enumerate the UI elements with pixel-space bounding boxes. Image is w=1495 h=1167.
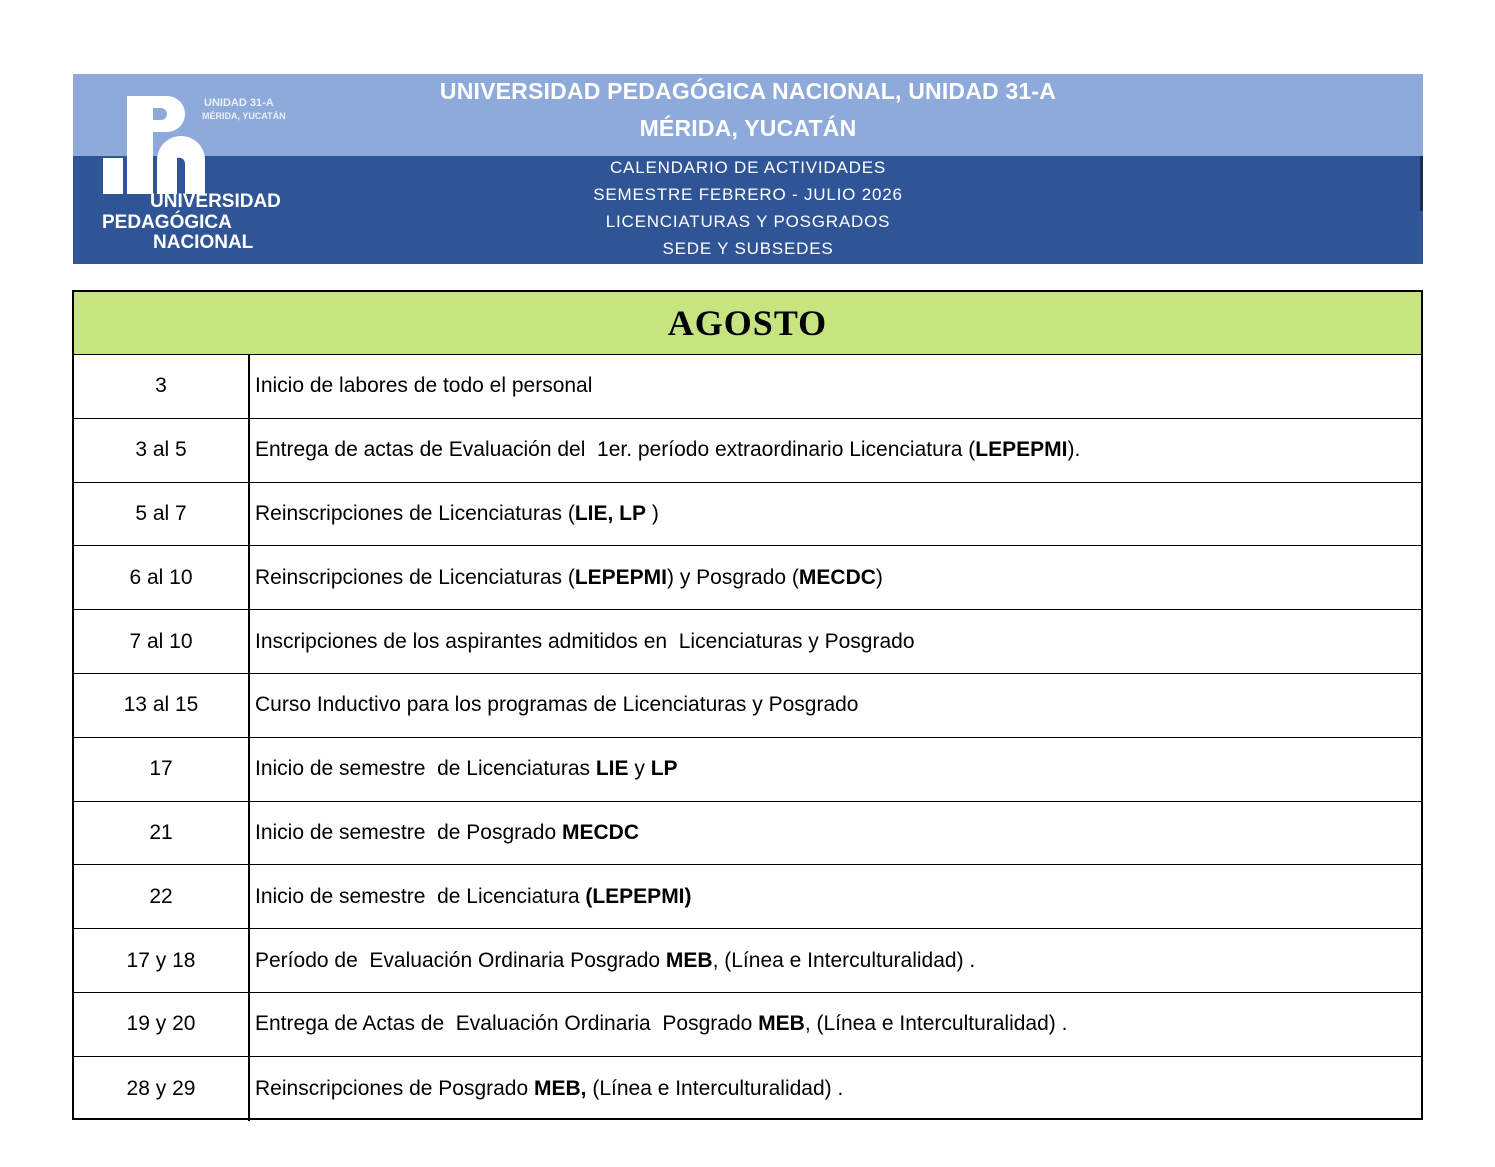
row-date: 5 al 7 — [74, 483, 250, 546]
table-row — [74, 802, 1421, 866]
activity-program-code: MEB — [665, 948, 713, 972]
row-date: 7 al 10 — [74, 610, 250, 673]
activity-text: Reinscripciones de Posgrado — [255, 1076, 534, 1100]
row-date: 19 y 20 — [74, 993, 250, 1056]
activity-text: Inicio de semestre de Licenciatura — [255, 884, 586, 908]
activity-text: ) — [646, 501, 659, 525]
activity-text: Inicio de semestre de Posgrado — [255, 820, 563, 844]
activity-program-code: LIE — [595, 757, 629, 781]
table-row — [74, 738, 1421, 802]
activity-text: Curso Inductivo para los programas de Licenciaturas y Posgrado — [255, 693, 859, 717]
activity-text: Entrega de actas de Evaluación del 1er. período extraordinario Licenciatura ( — [255, 438, 976, 462]
row-activity — [250, 1057, 1421, 1121]
activity-text: , (Línea e Interculturalidad) . — [712, 948, 976, 972]
row-activity — [250, 802, 1421, 865]
activity-program-code: (LEPEPMI) — [585, 884, 692, 908]
activity-text: ). — [1067, 438, 1081, 462]
row-date: 13 al 15 — [74, 674, 250, 737]
activity-program-code: MEB, — [534, 1076, 587, 1100]
table-row — [74, 610, 1421, 674]
logo-city-text: MÉRIDA, YUCATÁN — [202, 111, 286, 121]
activity-program-code: LEPEPMI — [574, 565, 668, 589]
activity-text: Reinscripciones de Licenciaturas ( — [255, 501, 575, 525]
row-date: 17 y 18 — [74, 929, 250, 992]
row-activity — [250, 993, 1421, 1056]
activity-text: , (Línea e Interculturalidad) . — [804, 1012, 1068, 1036]
activity-program-code: LIE, LP — [574, 501, 647, 525]
row-activity — [250, 738, 1421, 801]
activity-program-code: MECDC — [562, 820, 640, 844]
row-activity — [250, 419, 1421, 482]
row-date: 21 — [74, 802, 250, 865]
month-title: AGOSTO — [667, 303, 828, 343]
table-row — [74, 483, 1421, 547]
table-row — [74, 1057, 1421, 1121]
schedule-rows — [74, 355, 1421, 1121]
row-date: 6 al 10 — [74, 546, 250, 609]
row-date: 3 al 5 — [74, 419, 250, 482]
table-row — [74, 929, 1421, 993]
row-activity — [250, 929, 1421, 992]
month-header — [74, 292, 1421, 355]
logo-word-pedagogica: PEDAGÓGICA — [102, 212, 232, 233]
activity-program-code: LP — [650, 757, 678, 781]
schedule-table — [72, 290, 1423, 1120]
activity-program-code: MEB — [758, 1012, 805, 1036]
row-activity — [250, 355, 1421, 418]
university-city: MÉRIDA, YUCATÁN — [639, 115, 857, 141]
logo-word-universidad: UNIVERSIDAD — [150, 191, 281, 212]
programs-line: LICENCIATURAS Y POSGRADOS — [605, 212, 891, 231]
logo-word-nacional: NACIONAL — [153, 232, 254, 253]
university-name: UNIVERSIDAD PEDAGÓGICA NACIONAL, UNIDAD 31-A — [439, 78, 1057, 104]
row-activity — [250, 865, 1421, 928]
activity-text: y — [628, 757, 651, 781]
activity-text: ) — [875, 565, 883, 589]
row-activity — [250, 483, 1421, 546]
activity-text: Inscripciones de los aspirantes admitidos en Licenciaturas y Posgrado — [255, 629, 915, 653]
activity-text: Entrega de Actas de Evaluación Ordinaria Posgrado — [255, 1012, 759, 1036]
row-date: 22 — [74, 865, 250, 928]
calendar-title: CALENDARIO DE ACTIVIDADES — [609, 158, 886, 177]
activity-text: Inicio de labores de todo el personal — [255, 374, 593, 398]
table-row — [74, 419, 1421, 483]
row-activity — [250, 546, 1421, 609]
activity-text: Reinscripciones de Licenciaturas ( — [255, 565, 575, 589]
row-activity — [250, 674, 1421, 737]
upn-logo-mark-icon — [101, 96, 211, 196]
logo-unit-text: UNIDAD 31-A — [204, 97, 274, 109]
activity-text: ) y Posgrado ( — [667, 565, 799, 589]
table-row — [74, 674, 1421, 738]
activity-text: (Línea e Interculturalidad) . — [586, 1076, 844, 1100]
row-date: 3 — [74, 355, 250, 418]
row-date: 28 y 29 — [74, 1057, 250, 1121]
table-row — [74, 993, 1421, 1057]
activity-program-code: LEPEPMI — [975, 438, 1068, 462]
activity-text: Inicio de semestre de Licenciaturas — [255, 757, 596, 781]
table-row — [74, 355, 1421, 419]
row-activity — [250, 610, 1421, 673]
table-row — [74, 546, 1421, 610]
campus-line: SEDE Y SUBSEDES — [662, 239, 834, 258]
activity-program-code: MECDC — [798, 565, 876, 589]
semester-line: SEMESTRE FEBRERO - JULIO 2026 — [593, 185, 903, 204]
table-row — [74, 865, 1421, 929]
header-banner — [73, 74, 1423, 264]
row-date: 17 — [74, 738, 250, 801]
activity-text: Período de Evaluación Ordinaria Posgrado — [255, 948, 666, 972]
